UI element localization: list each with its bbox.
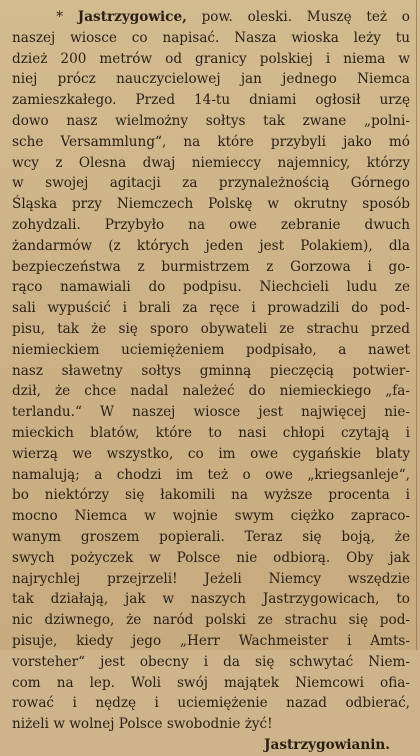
article-line: zamieszkałego. Przed 14-tu dniami ogłosił urzę bbox=[12, 92, 410, 109]
article-line: pisuje, kiedy jego „Herr Wachmeister i Amts- bbox=[12, 632, 410, 649]
article-line: niżeli w wolnej Polsce swobodnie żyć! bbox=[12, 716, 273, 733]
article-line: niej prócz nauczycielowej jan jednego Niemca bbox=[12, 71, 410, 88]
article-line: namalują; a chodzi im też o owe „kriegsanleje“, bbox=[12, 466, 410, 483]
article-line: nic dziwnego, że naród polski ze strachu się pod- bbox=[12, 612, 410, 629]
article-line-text: pow. oleski. Muszę też o bbox=[186, 9, 410, 25]
signature: Jastrzygowianin. bbox=[264, 736, 390, 753]
article-line: w swojej agitacji za przynależnością Górnego bbox=[12, 175, 410, 192]
article-line: tak działają, jak w naszych Jastrzygowicach, to bbox=[12, 591, 410, 608]
article-line: wierzą we wszystko, co im owe cygańskie blaty bbox=[12, 445, 410, 462]
article-line: niemieckiem uciemiężeniem podpisało, a nawet bbox=[12, 341, 410, 358]
article-line: Śląska przy Niemczech Polskę w okrutny sposób bbox=[12, 196, 410, 213]
article-line: mieckich blatów, które to nasi chłopi czytają i bbox=[12, 424, 410, 441]
column-rule bbox=[416, 0, 417, 650]
article-line: mocno Niemca w wojnie swym ciężko zapraco- bbox=[12, 508, 410, 525]
article-line: wanym groszem popierali. Teraz się boją, że bbox=[12, 528, 410, 545]
article-line: bezpieczeństwa z burmistrzem z Gorzowa i go- bbox=[12, 258, 410, 275]
article-line: sche Versammlung“, na które przybyli jako mó bbox=[12, 133, 410, 150]
article-line: com na lep. Woli swój majątek Niemcowi ofia- bbox=[12, 674, 410, 691]
article-line: rąco namawiali do podpisu. Niechcieli ludu ze bbox=[12, 279, 410, 296]
article-line: zohydzali. Przybyło na owe zebranie dwuch bbox=[12, 216, 410, 233]
article-line: rować i nędzę i uciemiężenie nazad odbierać, bbox=[12, 695, 410, 712]
article-line bbox=[12, 7, 410, 28]
article-line: vorsteher“ jest obecny i da się schwytać Niem- bbox=[12, 653, 410, 670]
place-title: Jastrzygowice, bbox=[77, 9, 187, 25]
article-line: swych pożyczek w Polsce nie odbiorą. Oby jak bbox=[12, 549, 410, 566]
article-line: sali wypuścić i brali za ręce i prowadzili do pod- bbox=[12, 300, 410, 317]
article-line: wcy z Olesna dwaj niemieccy najemnicy, którzy bbox=[12, 154, 410, 171]
article-line: dowo nasz wielmożny sołtys tak zwane „polni- bbox=[12, 112, 410, 129]
article-line: pisu, tak że się sporo obywateli ze strachu przed bbox=[12, 320, 410, 337]
article-line: dził, że chce nadal należeć do niemieckiego „fa- bbox=[12, 383, 410, 400]
article-line: terlandu.“ W naszej wiosce jest najwięcej nie- bbox=[12, 404, 410, 421]
article-line: żandarmów (z których jeden jest Polakiem), dla bbox=[12, 237, 410, 254]
article-line: dzież 200 metrów od granicy polskiej i niema w bbox=[12, 50, 410, 67]
article-line: najrychlej przejrzeli! Jeżeli Niemcy wszędzie bbox=[12, 570, 410, 587]
article-body bbox=[12, 7, 410, 735]
article-line: bo niektórzy się łakomili na wyższe procenta i bbox=[12, 487, 410, 504]
lead-marker: * bbox=[12, 9, 78, 25]
article-line: naszej wiosce co napisać. Nasza wioska leży tu bbox=[12, 29, 410, 46]
article-line: nasz sławetny sołtys gminną pieczęcią potwier- bbox=[12, 362, 410, 379]
